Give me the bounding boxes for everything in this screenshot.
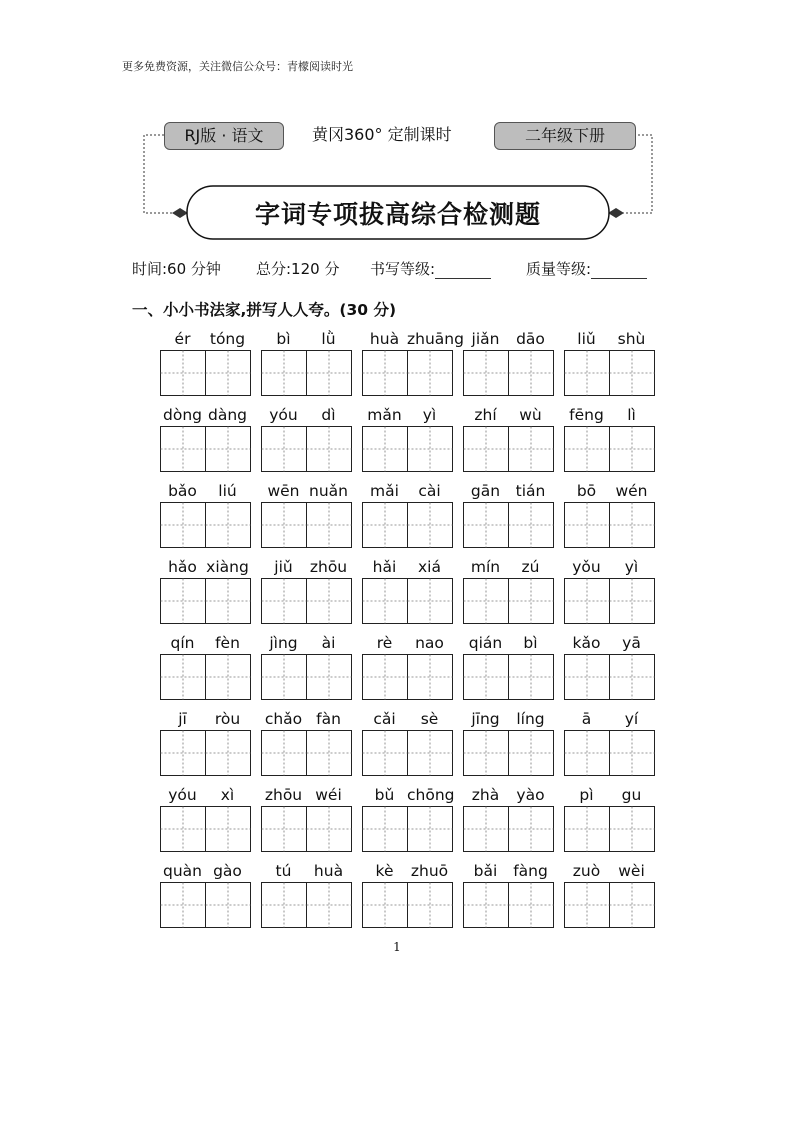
- writing-boxes[interactable]: [261, 502, 352, 548]
- pinyin-syllable: cài: [418, 482, 441, 500]
- writing-boxes[interactable]: [463, 350, 554, 396]
- pinyin-syllable: yào: [516, 786, 545, 804]
- word-item: [160, 862, 250, 927]
- writing-boxes[interactable]: [261, 882, 352, 928]
- tian-zi-ge-cell: [262, 731, 307, 776]
- tian-zi-ge-cell: [408, 503, 453, 548]
- tian-zi-ge-cell: [307, 427, 352, 472]
- tian-zi-ge-cell: [408, 579, 453, 624]
- pinyin-syllable: tián: [515, 482, 546, 500]
- pinyin-syllable: bì: [523, 634, 538, 652]
- pinyin-syllable: zhí: [474, 406, 497, 424]
- writing-boxes[interactable]: [261, 654, 352, 700]
- pinyin-syllable: gào: [213, 862, 242, 880]
- tian-zi-ge-cell: [206, 503, 251, 548]
- tian-zi-ge-cell: [565, 883, 610, 928]
- pinyin-syllable: quàn: [163, 862, 202, 880]
- pinyin-syllable: hǎo: [168, 558, 197, 576]
- pinyin-syllable: wēn: [267, 482, 300, 500]
- word-item: [362, 330, 464, 395]
- pinyin-syllable: tú: [275, 862, 292, 880]
- pinyin-syllable: zhà: [471, 786, 500, 804]
- tian-zi-ge-cell: [262, 503, 307, 548]
- tian-zi-ge-cell: [408, 351, 453, 396]
- writing-boxes[interactable]: [261, 730, 352, 776]
- word-item: [463, 786, 553, 851]
- writing-boxes[interactable]: [362, 806, 453, 852]
- pinyin-syllable: sè: [420, 710, 439, 728]
- tian-zi-ge-cell: [262, 883, 307, 928]
- pinyin-syllable: bǎi: [473, 862, 498, 880]
- tian-zi-ge-cell: [206, 731, 251, 776]
- tian-zi-ge-cell: [206, 655, 251, 700]
- tian-zi-ge-cell: [161, 503, 206, 548]
- tian-zi-ge-cell: [307, 655, 352, 700]
- tian-zi-ge-cell: [408, 731, 453, 776]
- quality-grade-blank: [591, 262, 647, 279]
- word-item: [463, 558, 553, 623]
- word-item: [564, 406, 654, 471]
- pinyin-syllable: pì: [579, 786, 594, 804]
- tian-zi-ge-cell: [161, 579, 206, 624]
- word-item: [564, 482, 654, 547]
- pinyin-syllable: xì: [220, 786, 235, 804]
- pinyin-syllable: huà: [313, 862, 344, 880]
- pinyin-syllable: jiǎn: [471, 330, 500, 348]
- tian-zi-ge-cell: [464, 731, 509, 776]
- writing-grade-blank: [435, 262, 491, 279]
- pinyin-syllable: tóng: [209, 330, 246, 348]
- tian-zi-ge-cell: [509, 731, 554, 776]
- writing-boxes[interactable]: [160, 882, 251, 928]
- tian-zi-ge-cell: [509, 883, 554, 928]
- tian-zi-ge-cell: [464, 807, 509, 852]
- header-banner: [140, 118, 656, 248]
- tian-zi-ge-cell: [206, 427, 251, 472]
- tian-zi-ge-cell: [161, 655, 206, 700]
- pinyin-syllable: zú: [521, 558, 540, 576]
- tian-zi-ge-cell: [307, 351, 352, 396]
- word-item: [564, 710, 654, 775]
- word-item: [160, 406, 250, 471]
- edition-tag: RJ版 · 语文: [164, 122, 284, 150]
- word-item: [261, 482, 351, 547]
- tian-zi-ge-cell: [565, 655, 610, 700]
- tian-zi-ge-cell: [509, 807, 554, 852]
- pinyin-syllable: yí: [624, 710, 639, 728]
- writing-boxes[interactable]: [261, 350, 352, 396]
- word-item: [463, 634, 553, 699]
- word-item: [463, 710, 553, 775]
- pinyin-syllable: bǎo: [168, 482, 197, 500]
- tian-zi-ge-cell: [610, 807, 655, 852]
- pinyin-syllable: fēng: [569, 406, 604, 424]
- tian-zi-ge-cell: [262, 655, 307, 700]
- pinyin-syllable: dòng: [163, 406, 202, 424]
- tian-zi-ge-cell: [565, 503, 610, 548]
- pinyin-syllable: líng: [516, 710, 545, 728]
- tian-zi-ge-cell: [408, 883, 453, 928]
- pinyin-syllable: qín: [170, 634, 195, 652]
- pinyin-syllable: wén: [615, 482, 648, 500]
- tian-zi-ge-cell: [363, 655, 408, 700]
- word-item: [564, 786, 654, 851]
- word-item: [261, 862, 351, 927]
- writing-boxes[interactable]: [160, 578, 251, 624]
- tian-zi-ge-cell: [565, 427, 610, 472]
- writing-boxes[interactable]: [160, 806, 251, 852]
- pinyin-syllable: fàng: [513, 862, 548, 880]
- tian-zi-ge-cell: [363, 427, 408, 472]
- writing-boxes[interactable]: [160, 730, 251, 776]
- pinyin-syllable: bō: [576, 482, 597, 500]
- pinyin-syllable: jiǔ: [274, 558, 293, 576]
- tian-zi-ge-cell: [161, 351, 206, 396]
- pinyin-syllable: gān: [470, 482, 501, 500]
- brand-label: 黄冈360° 定制课时: [312, 125, 452, 144]
- tian-zi-ge-cell: [363, 883, 408, 928]
- pinyin-syllable: xiá: [418, 558, 441, 576]
- tian-zi-ge-cell: [307, 731, 352, 776]
- word-item: [564, 558, 654, 623]
- writing-boxes[interactable]: [362, 882, 453, 928]
- tian-zi-ge-cell: [565, 731, 610, 776]
- tian-zi-ge-cell: [161, 883, 206, 928]
- word-item: [362, 558, 452, 623]
- word-item: [261, 786, 351, 851]
- pinyin-syllable: dì: [321, 406, 336, 424]
- pinyin-syllable: wù: [519, 406, 542, 424]
- writing-boxes[interactable]: [261, 426, 352, 472]
- tian-zi-ge-cell: [565, 579, 610, 624]
- writing-boxes[interactable]: [362, 350, 453, 396]
- pinyin-syllable: yóu: [168, 786, 197, 804]
- word-item: [160, 482, 250, 547]
- tian-zi-ge-cell: [610, 579, 655, 624]
- pinyin-syllable: zuò: [572, 862, 601, 880]
- tian-zi-ge-cell: [509, 351, 554, 396]
- tian-zi-ge-cell: [206, 351, 251, 396]
- pinyin-syllable: yǒu: [572, 558, 601, 576]
- pinyin-syllable: qián: [468, 634, 503, 652]
- pinyin-syllable: liǔ: [577, 330, 596, 348]
- grade-tag: 二年级下册: [494, 122, 636, 150]
- writing-grade-label: 书写等级:: [370, 260, 436, 278]
- pinyin-syllable: fèn: [215, 634, 240, 652]
- tian-zi-ge-cell: [464, 503, 509, 548]
- writing-boxes[interactable]: [564, 350, 655, 396]
- word-item: [362, 482, 452, 547]
- pinyin-syllable: chǎo: [264, 710, 303, 728]
- tian-zi-ge-cell: [307, 883, 352, 928]
- tian-zi-ge-cell: [464, 427, 509, 472]
- pinyin-syllable: jī: [178, 710, 187, 728]
- pinyin-syllable: liú: [218, 482, 237, 500]
- tian-zi-ge-cell: [464, 351, 509, 396]
- word-item: [261, 710, 351, 775]
- tian-zi-ge-cell: [161, 427, 206, 472]
- tian-zi-ge-cell: [610, 427, 655, 472]
- writing-boxes[interactable]: [564, 806, 655, 852]
- writing-boxes[interactable]: [160, 654, 251, 700]
- total-score: 总分:120 分: [256, 260, 340, 278]
- tian-zi-ge-cell: [161, 731, 206, 776]
- word-item: [261, 634, 351, 699]
- tian-zi-ge-cell: [206, 579, 251, 624]
- word-item: [160, 786, 250, 851]
- writing-boxes[interactable]: [362, 578, 453, 624]
- pinyin-syllable: xiàng: [206, 558, 249, 576]
- word-item: [261, 558, 351, 623]
- pinyin-syllable: yì: [624, 558, 639, 576]
- tian-zi-ge-cell: [307, 807, 352, 852]
- pinyin-syllable: mǎn: [367, 406, 402, 424]
- pinyin-syllable: zhōu: [309, 558, 348, 576]
- word-item: [160, 558, 250, 623]
- word-item: [362, 786, 455, 851]
- pinyin-syllable: kǎo: [572, 634, 601, 652]
- pinyin-syllable: dāo: [516, 330, 545, 348]
- writing-boxes[interactable]: [261, 806, 352, 852]
- pinyin-syllable: shù: [617, 330, 646, 348]
- pinyin-syllable: yā: [622, 634, 641, 652]
- word-item: [261, 406, 351, 471]
- tian-zi-ge-cell: [262, 579, 307, 624]
- writing-boxes[interactable]: [463, 730, 554, 776]
- tian-zi-ge-cell: [363, 579, 408, 624]
- tian-zi-ge-cell: [161, 807, 206, 852]
- pinyin-syllable: lǜ: [321, 330, 336, 348]
- tian-zi-ge-cell: [509, 655, 554, 700]
- tian-zi-ge-cell: [363, 503, 408, 548]
- tian-zi-ge-cell: [307, 503, 352, 548]
- page-title: 字词专项拔高综合检测题: [254, 200, 541, 229]
- tian-zi-ge-cell: [565, 351, 610, 396]
- word-item: [362, 634, 452, 699]
- pinyin-syllable: hǎi: [372, 558, 397, 576]
- writing-boxes[interactable]: [564, 654, 655, 700]
- tian-zi-ge-cell: [206, 807, 251, 852]
- pinyin-syllable: dàng: [208, 406, 247, 424]
- tian-zi-ge-cell: [509, 503, 554, 548]
- quality-grade-label: 质量等级:: [526, 260, 592, 278]
- tian-zi-ge-cell: [509, 427, 554, 472]
- writing-boxes[interactable]: [160, 426, 251, 472]
- word-item: [261, 330, 351, 395]
- writing-boxes[interactable]: [564, 882, 655, 928]
- writing-boxes[interactable]: [463, 502, 554, 548]
- writing-boxes[interactable]: [564, 578, 655, 624]
- word-item: [564, 862, 654, 927]
- writing-boxes[interactable]: [362, 654, 453, 700]
- time-limit: 时间:60 分钟: [132, 260, 221, 278]
- writing-boxes[interactable]: [463, 654, 554, 700]
- word-item: [160, 330, 250, 395]
- pinyin-syllable: zhuāng: [407, 330, 464, 348]
- word-item: [463, 482, 553, 547]
- tian-zi-ge-cell: [464, 579, 509, 624]
- tian-zi-ge-cell: [610, 731, 655, 776]
- tian-zi-ge-cell: [408, 807, 453, 852]
- tian-zi-ge-cell: [464, 883, 509, 928]
- page-number: 1: [393, 940, 401, 954]
- pinyin-syllable: chōng: [407, 786, 455, 804]
- tian-zi-ge-cell: [262, 427, 307, 472]
- writing-boxes[interactable]: [362, 730, 453, 776]
- tian-zi-ge-cell: [363, 731, 408, 776]
- tian-zi-ge-cell: [464, 655, 509, 700]
- pinyin-syllable: ā: [581, 710, 592, 728]
- pinyin-syllable: huà: [369, 330, 400, 348]
- word-item: [564, 330, 654, 395]
- pinyin-syllable: wèi: [618, 862, 645, 880]
- pinyin-syllable: bì: [276, 330, 291, 348]
- writing-boxes[interactable]: [463, 806, 554, 852]
- pinyin-syllable: zhuō: [410, 862, 449, 880]
- writing-boxes[interactable]: [564, 730, 655, 776]
- writing-boxes[interactable]: [160, 502, 251, 548]
- pinyin-syllable: fàn: [316, 710, 341, 728]
- pinyin-syllable: bǔ: [374, 786, 395, 804]
- tian-zi-ge-cell: [610, 351, 655, 396]
- word-item: [362, 710, 452, 775]
- pinyin-syllable: ròu: [214, 710, 241, 728]
- tian-zi-ge-cell: [408, 655, 453, 700]
- pinyin-syllable: wéi: [315, 786, 342, 804]
- tian-zi-ge-cell: [610, 503, 655, 548]
- pinyin-syllable: cǎi: [373, 710, 396, 728]
- tian-zi-ge-cell: [610, 883, 655, 928]
- section-1-title: 一、小小书法家,拼写人人夸。(30 分): [132, 301, 397, 319]
- writing-boxes[interactable]: [160, 350, 251, 396]
- pinyin-syllable: mǎi: [370, 482, 399, 500]
- pinyin-syllable: mín: [470, 558, 501, 576]
- tian-zi-ge-cell: [610, 655, 655, 700]
- tian-zi-ge-cell: [262, 807, 307, 852]
- tian-zi-ge-cell: [307, 579, 352, 624]
- top-note: 更多免费资源，关注微信公众号：青檬阅读时光: [122, 60, 353, 73]
- word-item: [362, 862, 452, 927]
- pinyin-syllable: ài: [321, 634, 336, 652]
- pinyin-syllable: rè: [376, 634, 393, 652]
- pinyin-syllable: nuǎn: [309, 482, 348, 500]
- tian-zi-ge-cell: [363, 807, 408, 852]
- tian-zi-ge-cell: [509, 579, 554, 624]
- writing-boxes[interactable]: [463, 426, 554, 472]
- pinyin-syllable: yóu: [269, 406, 298, 424]
- pinyin-syllable: jīng: [471, 710, 500, 728]
- writing-boxes[interactable]: [362, 426, 453, 472]
- pinyin-syllable: ér: [174, 330, 191, 348]
- pinyin-syllable: gu: [621, 786, 642, 804]
- word-item: [463, 330, 553, 395]
- pinyin-syllable: jìng: [269, 634, 298, 652]
- pinyin-syllable: nao: [415, 634, 444, 652]
- pinyin-syllable: zhōu: [264, 786, 303, 804]
- pinyin-syllable: yì: [422, 406, 437, 424]
- tian-zi-ge-cell: [262, 351, 307, 396]
- word-item: [564, 634, 654, 699]
- pinyin-syllable: kè: [375, 862, 394, 880]
- word-item: [463, 862, 553, 927]
- word-item: [160, 634, 250, 699]
- pinyin-syllable: lì: [627, 406, 636, 424]
- tian-zi-ge-cell: [363, 351, 408, 396]
- word-item: [463, 406, 553, 471]
- writing-boxes[interactable]: [463, 882, 554, 928]
- writing-boxes[interactable]: [564, 426, 655, 472]
- word-item: [160, 710, 250, 775]
- writing-boxes[interactable]: [564, 502, 655, 548]
- word-item: [362, 406, 452, 471]
- tian-zi-ge-cell: [565, 807, 610, 852]
- writing-boxes[interactable]: [261, 578, 352, 624]
- writing-boxes[interactable]: [463, 578, 554, 624]
- tian-zi-ge-cell: [206, 883, 251, 928]
- writing-boxes[interactable]: [362, 502, 453, 548]
- tian-zi-ge-cell: [408, 427, 453, 472]
